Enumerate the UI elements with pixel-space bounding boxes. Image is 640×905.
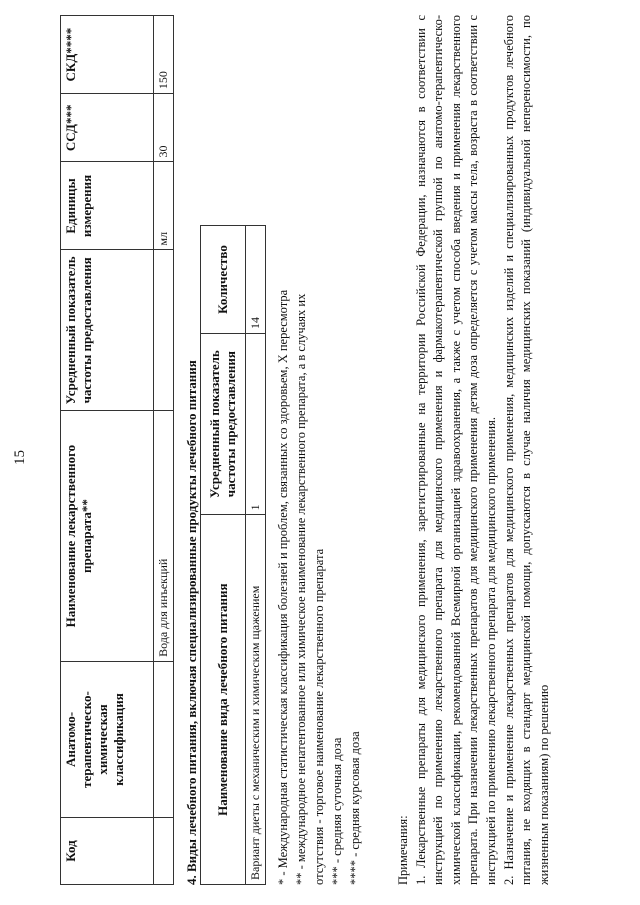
col-header-drug-name: Наименование лекарственного препарата**: [61, 411, 154, 662]
notes-block: [395, 15, 553, 885]
cell-drug-name: Вода для инъекций: [154, 411, 174, 662]
footnote-1: * - Международная статистическая классификация болезней и проблем, связанных со здоровьем, X пересмотра: [276, 289, 290, 885]
cell-units: мл: [154, 162, 174, 250]
col-header-frequency: Усредненный показатель частоты предоставления: [61, 250, 154, 411]
col-header-diet-name: Наименование вида лечебного питания: [201, 515, 246, 885]
col-header-atc: Анатомо-терапевтическо-химическая классификация: [61, 661, 154, 817]
cell-diet-name: Вариант диеты с механическим и химическим щажением: [246, 515, 266, 885]
cell-course-dose: 150: [154, 16, 174, 94]
col-header-quantity: Количество: [201, 226, 246, 334]
col-header-course-dose: СКД****: [61, 16, 154, 94]
table-header-row: [201, 226, 246, 885]
footnote-4: *** - средняя суточная доза: [330, 737, 344, 885]
table-row: [246, 226, 266, 885]
cell-atc: [154, 661, 174, 817]
drugs-table: [60, 15, 174, 885]
col-header-code: Код: [61, 818, 154, 885]
cell-frequency: [154, 250, 174, 411]
section-heading: 4. Виды лечебного питания, включая специализированные продукты лечебного питания: [184, 360, 199, 885]
cell-daily-dose: 30: [154, 94, 174, 162]
note-1: 1. Лекарственные препараты для медицинского применения, зарегистрированные на территории Российской Федерации, назначаются в соответствии с инструкцией по применению лекарственного препарата для медицинского применения и фармакотерапевтической группой по анатомо-терапевтическо-химической классификации, рекомендованной Всемирной организацией здравоохранения, а также с учетом способа введения и применения лекарственного препарата. При назначении лекарственных препаратов для медицинского применения детям доза определяется с учетом массы тела, возраста в соответствии с инструкцией по применению лекарственного препарата для медицинского применения.: [413, 15, 498, 885]
footnote-3: отсутствия - торговое наименование лекарственного препарата: [312, 548, 326, 885]
cell-quantity: 14: [246, 226, 266, 334]
footnote-2: ** - международное непатентованное или химическое наименование лекарственного препарата, а в случаях их: [294, 293, 308, 885]
cell-code: [154, 818, 174, 885]
page-number: 15: [12, 450, 28, 465]
table-row: [154, 16, 174, 885]
notes-title: Примечания:: [396, 815, 410, 885]
col-header-frequency: Усредненный показатель частоты предоставления: [201, 334, 246, 515]
nutrition-table: [200, 225, 266, 885]
col-header-units: Единицы измерения: [61, 162, 154, 250]
cell-frequency: 1: [246, 334, 266, 515]
note-2: 2. Назначение и применение лекарственных препаратов для медицинского применения, медицинских изделий и специализированных продуктов лечебного питания, не входящих в стандарт медицинской помощи, допускаются в случае наличия медицинских показаний (индивидуальной непереносимости, по жизненным показаниям) по решению: [501, 15, 551, 885]
table-header-row: [61, 16, 154, 885]
footnote-5: **** - средняя курсовая доза: [348, 731, 362, 885]
col-header-daily-dose: ССД***: [61, 94, 154, 162]
